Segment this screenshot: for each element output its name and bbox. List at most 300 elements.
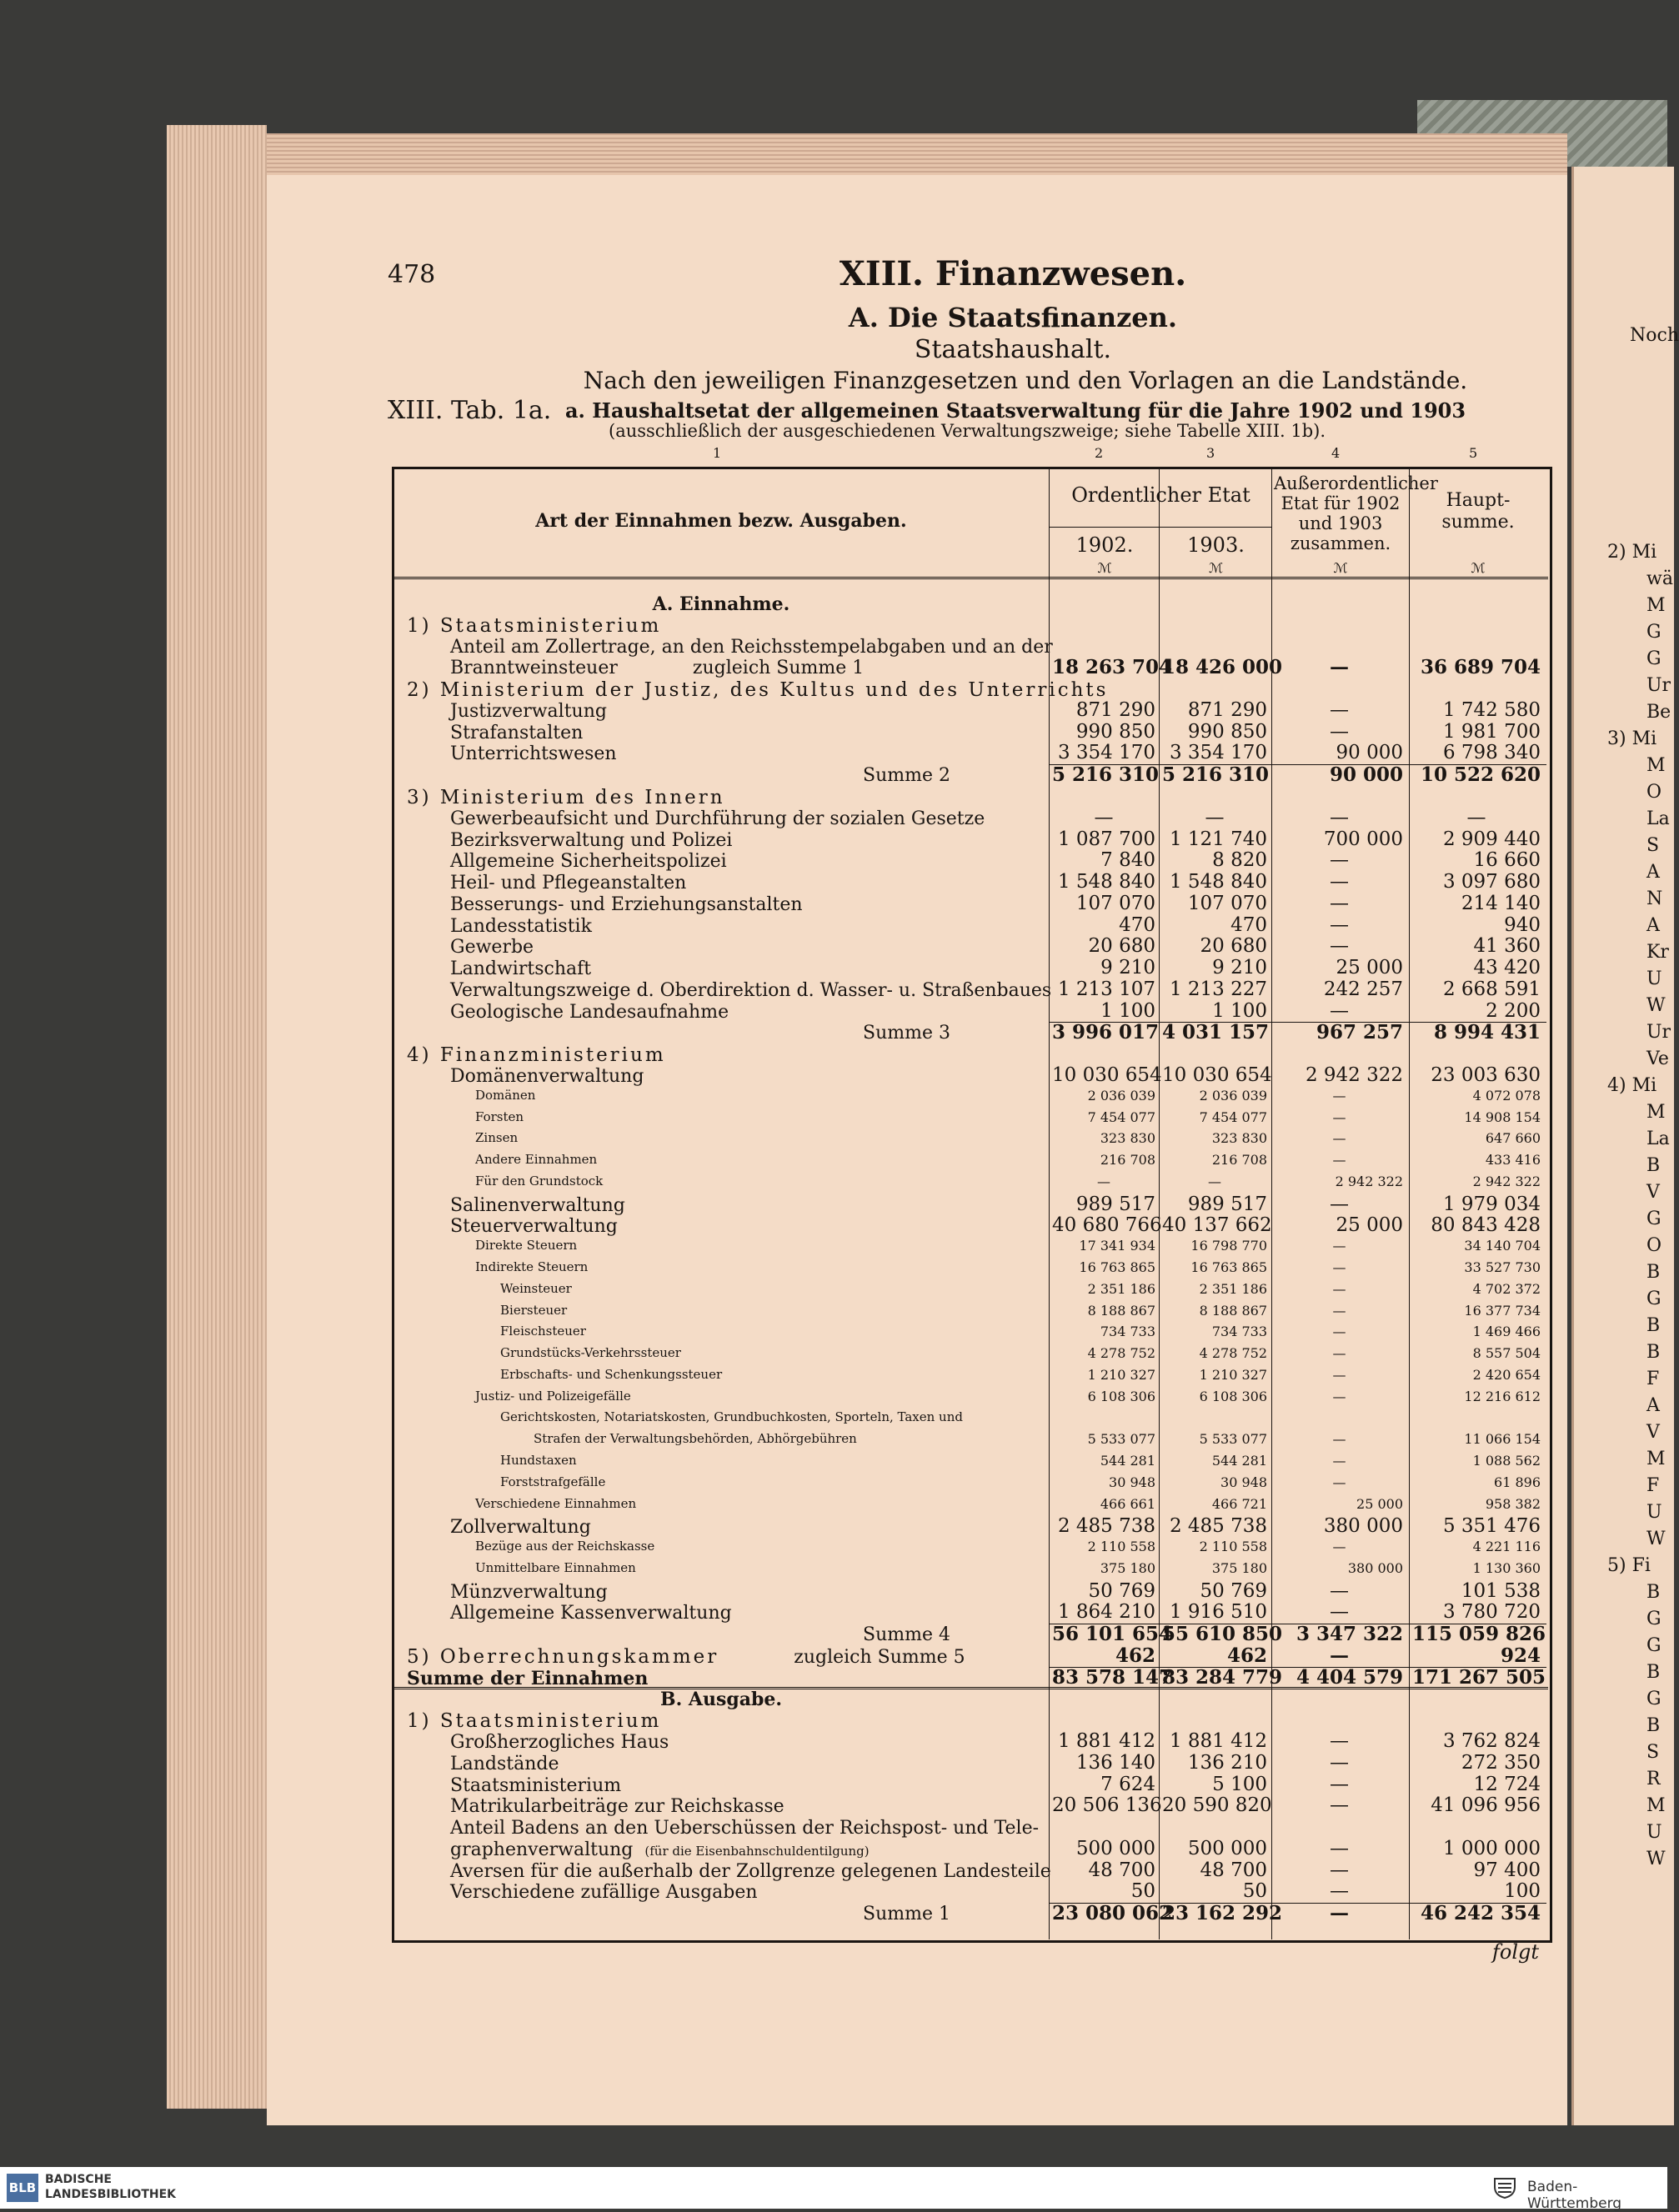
right-page-line: Be [1646,702,1671,723]
cell-vsum: 272 350 [1461,1751,1541,1774]
cell-v1903: 55 610 850 [1162,1623,1283,1646]
row-label: Summe der Einnahmen [407,1667,649,1689]
continued-note: folgt [1492,1940,1540,1964]
unit-1902: ℳ [1097,560,1112,576]
cell-v1903: 1 916 510 [1169,1601,1267,1624]
col-header-art: Art der Einnahmen bezw. Ausgaben. [535,510,907,532]
chapter-title: XIII. Finanzwesen. [839,254,1187,293]
right-page-line: Kr [1646,942,1669,963]
cell-vsum: 8 994 431 [1433,1021,1541,1044]
cell-vsum: 940 [1504,913,1541,936]
cell-v1902: 1 210 327 [1087,1366,1155,1383]
cell-vsum: 8 557 504 [1472,1345,1541,1362]
cell-v1902: 1 100 [1100,999,1155,1022]
cell-v1902: 16 763 865 [1079,1259,1155,1275]
cell-vsum: 11 066 154 [1464,1431,1541,1448]
library-name-line1: BADISCHE [45,2173,112,2186]
cell-vao: — [1332,1474,1346,1490]
row-label: 1) Staatsministerium [407,1710,662,1733]
row-label: Weinsteuer [500,1280,572,1296]
sum-rule [1049,1667,1546,1668]
cell-vao: — [1330,1644,1349,1667]
cell-vsum: 46 242 354 [1420,1902,1541,1925]
cell-vao: — [1330,1902,1349,1925]
cell-vao: — [1332,1431,1346,1448]
row-label: Justizverwaltung [450,700,607,722]
cell-v1902: 23 080 062 [1052,1902,1173,1925]
cell-vsum: 2 420 654 [1472,1366,1541,1383]
cell-v1902: 470 [1119,913,1155,936]
subsection-title: Staatshaushalt. [914,335,1112,364]
row-label: 4) Finanzministerium [407,1044,666,1067]
cell-v1903: 375 180 [1211,1559,1267,1576]
cell-v1902: — [1094,806,1114,828]
row-label: Bezirksverwaltung und Polizei [450,829,733,851]
cell-vsum: 4 702 372 [1472,1280,1541,1297]
cell-v1903: 2 485 738 [1169,1515,1267,1538]
cell-v1902: 1 548 840 [1057,871,1155,893]
right-page-line: M [1646,595,1666,616]
right-page-line: G [1646,1209,1661,1229]
header-bottom-line [393,577,1548,579]
right-page-line: G [1646,1635,1661,1656]
cell-v1903: 9 210 [1212,957,1267,979]
cell-v1903: 4 031 157 [1162,1021,1270,1044]
cell-v1903: 1 121 740 [1169,828,1267,850]
cell-v1903: 470 [1230,913,1267,936]
cell-vsum: 100 [1504,1880,1541,1903]
row-label: Domänenverwaltung [450,1066,644,1088]
cell-v1902: 56 101 654 [1052,1623,1173,1646]
row-label: 5) Oberrechnungskammer zugleich Summe 5 [407,1645,965,1668]
right-page-line: B [1646,1582,1661,1603]
cell-vsum: 61 896 [1494,1474,1541,1490]
cell-v1903: 989 517 [1187,1193,1267,1215]
cell-vao: 242 257 [1323,978,1403,1000]
unit-1903: ℳ [1208,560,1224,576]
cell-vao: — [1330,935,1349,958]
cell-v1902: 6 108 306 [1087,1388,1155,1404]
cell-vao: 3 347 322 [1296,1623,1403,1646]
row-label: Unterrichtswesen [450,743,617,765]
right-page-line: Ve [1646,1048,1669,1069]
cell-v1902: 48 700 [1088,1859,1155,1881]
cell-vsum: 41 360 [1473,935,1541,958]
cell-vao: — [1330,1730,1349,1753]
row-label: Forsten [475,1109,524,1124]
cell-v1902: 544 281 [1100,1452,1155,1469]
cell-v1902: 3 996 017 [1052,1021,1160,1044]
row-label: A. Einnahme. [652,593,790,615]
footer-bar [0,2167,1667,2209]
row-label: Indirekte Steuern [475,1259,589,1274]
cell-vao: 4 404 579 [1296,1665,1403,1689]
cell-vao: — [1330,720,1349,743]
cell-vao: — [1330,656,1349,679]
cell-v1903: 83 284 779 [1162,1665,1283,1689]
row-label: Großherzogliches Haus [450,1732,669,1754]
right-page-line: M [1646,755,1666,776]
row-label: Justiz- und Polizeigefälle [475,1388,631,1404]
right-page-line: V [1646,1422,1660,1443]
right-page-line: G [1646,1289,1661,1309]
cell-vao: — [1330,1859,1349,1881]
cell-vao: 2 942 322 [1305,1064,1403,1087]
cell-vsum: 33 527 730 [1464,1259,1541,1275]
cell-v1902: 216 708 [1100,1152,1155,1169]
cell-v1902: 871 290 [1075,698,1155,721]
right-page-line: V [1646,1182,1660,1203]
sum-rule [1049,1022,1546,1023]
cell-vao: — [1330,698,1349,721]
page-edges-side [167,125,267,2109]
cell-vsum: 2 668 591 [1442,978,1541,1000]
right-page-line: G [1646,1609,1661,1629]
cell-v1902: 20 506 136 [1052,1794,1162,1817]
cell-v1903: 871 290 [1187,698,1267,721]
cell-vao: — [1332,1324,1346,1340]
cell-vsum: 34 140 704 [1464,1238,1541,1254]
cell-vsum: 2 909 440 [1442,828,1541,850]
row-label: Verwaltungszweige d. Oberdirektion d. Wasser- u. Straßenbaues [450,979,1052,1001]
row-label: Direkte Steuern [475,1238,578,1254]
cell-v1903: 1 100 [1212,999,1267,1022]
cell-vsum: 5 351 476 [1442,1515,1541,1538]
cell-vsum: 3 780 720 [1442,1601,1541,1624]
cell-v1902: 462 [1115,1644,1155,1667]
right-page-line: A [1646,862,1660,883]
cell-vsum: 4 221 116 [1472,1539,1541,1555]
cell-vao: — [1332,1087,1346,1103]
row-label: Verschiedene Einnahmen [475,1495,637,1511]
right-page-line: A [1646,1395,1660,1416]
col-header-ausserordentlich: Außerordentlicher Etat für 1902 und 1903 zusammen. [1274,473,1438,553]
row-label: Forststrafgefälle [500,1474,606,1489]
row-label: Hundstaxen [500,1452,577,1468]
row-label: Summe 1 [863,1904,950,1925]
cell-v1903: 20 680 [1200,935,1267,958]
cell-v1902: 466 661 [1100,1495,1155,1512]
right-page-line: Ur [1646,675,1671,696]
cell-v1902: 8 188 867 [1087,1302,1155,1319]
right-page-line: M [1646,1449,1666,1469]
cell-v1903: 2 110 558 [1199,1539,1267,1555]
cell-vsum: 23 003 630 [1431,1064,1541,1087]
table-id: XIII. Tab. 1a. [388,396,552,425]
cell-v1902: 1 087 700 [1057,828,1155,850]
right-page-line: N [1646,888,1663,909]
row-label: Anteil Badens an den Ueberschüssen der Reichspost- und Tele- [450,1818,1040,1839]
cell-vsum: 97 400 [1473,1859,1541,1881]
row-label: Geologische Landesaufnahme [450,1001,729,1023]
cell-v1902: 5 533 077 [1087,1431,1155,1448]
row-label: Besserungs- und Erziehungsanstalten [450,893,803,915]
cell-v1902: 9 210 [1100,957,1155,979]
cell-vao: 967 257 [1316,1021,1403,1044]
cell-vsum: 36 689 704 [1420,656,1541,679]
cell-vsum: 958 382 [1485,1495,1541,1512]
column-number: 1 [713,445,722,461]
cell-vao: 90 000 [1329,763,1403,787]
cell-v1903: 16 763 865 [1190,1259,1267,1275]
right-page-line: U [1646,1502,1662,1523]
cell-vsum: 924 [1500,1644,1541,1667]
cell-v1903: 462 [1226,1644,1267,1667]
cell-v1902: 500 000 [1075,1837,1155,1859]
unit-sum: ℳ [1471,560,1486,576]
right-page-line: G [1646,622,1661,643]
cell-v1903: 1 210 327 [1199,1366,1267,1383]
cell-v1902: 40 680 766 [1052,1214,1162,1237]
cell-vao: — [1332,1452,1346,1469]
cell-vsum: 2 200 [1486,999,1541,1022]
cell-vsum: 101 538 [1461,1579,1541,1602]
page-number: 478 [388,260,436,289]
right-page-line: U [1646,1822,1662,1843]
cell-v1902: 989 517 [1075,1193,1155,1215]
right-page-line: wä [1646,568,1673,589]
cell-vao: 380 000 [1323,1515,1403,1538]
table-subtitle: (ausschließlich der ausgeschiedenen Verwaltungszweige; siehe Tabelle XIII. 1b). [609,421,1326,441]
col-divider-2 [1159,468,1160,1939]
row-label: Landwirtschaft [450,958,592,980]
right-page-line: B [1646,1315,1661,1336]
right-page-line: B [1646,1715,1661,1736]
col-header-hauptsumme: Haupt- summe. [1441,490,1515,533]
col-divider-3 [1271,468,1272,1939]
cell-vao: — [1330,892,1349,914]
row-label: Summe 4 [863,1624,950,1646]
cell-vao: 25 000 [1336,1214,1403,1237]
cell-vao: — [1330,1579,1349,1602]
col-header-ordentlich: Ordentlicher Etat [1071,483,1250,507]
row-label: Andere Einnahmen [475,1152,598,1168]
row-label: Landstände [450,1753,559,1774]
row-label: Branntweinsteuer zugleich Summe 1 [450,658,865,679]
state-name: Baden-Württemberg [1527,2179,1622,2212]
right-page-line: 4) Mi [1607,1075,1657,1096]
row-label: 1) Staatsministerium [407,614,662,637]
right-page-line: B [1646,1342,1661,1363]
cell-vao: — [1330,1751,1349,1774]
right-page-line: B [1646,1262,1661,1283]
cell-v1903: 2 351 186 [1199,1280,1267,1297]
cell-vsum: 214 140 [1461,892,1541,914]
row-label: Allgemeine Sicherheitspolizei [450,851,727,873]
cell-v1903: 8 188 867 [1199,1302,1267,1319]
cell-v1902: 20 680 [1088,935,1155,958]
cell-vao: — [1332,1152,1346,1169]
cell-v1902: 7 624 [1100,1773,1155,1795]
cell-vao: — [1330,806,1349,828]
cell-v1903: — [1208,1173,1221,1189]
cell-vsum: 80 843 428 [1431,1214,1541,1237]
cell-v1902: 2 110 558 [1087,1539,1155,1555]
cell-v1902: — [1097,1173,1110,1189]
cell-v1903: 544 281 [1211,1452,1267,1469]
cell-vao: — [1332,1302,1346,1319]
table-title: a. Haushaltsetat der allgemeinen Staatsverwaltung für die Jahre 1902 und 1903 [565,398,1466,423]
cell-v1903: 500 000 [1187,1837,1267,1859]
row-label: Grundstücks-Verkehrssteuer [500,1345,681,1361]
cell-v1902: 4 278 752 [1087,1345,1155,1362]
right-page-line: U [1646,968,1662,989]
column-number: 2 [1095,445,1104,461]
cell-v1903: 40 137 662 [1162,1214,1272,1237]
cell-vsum: 4 072 078 [1472,1087,1541,1103]
cell-vsum: 6 798 340 [1442,742,1541,764]
cell-v1902: 375 180 [1100,1559,1155,1576]
cell-vao: 25 000 [1336,957,1403,979]
cell-v1902: 1 213 107 [1057,978,1155,1000]
cell-vsum: 43 420 [1473,957,1541,979]
row-label-extra: (für die Eisenbahnschuldentilgung) [644,1843,870,1859]
column-number: 5 [1469,445,1478,461]
row-label: B. Ausgabe. [659,1689,783,1711]
cell-vao: — [1332,1280,1346,1297]
right-page-line: B [1646,1662,1661,1683]
cell-vsum: 647 660 [1485,1130,1541,1147]
right-page-line: G [1646,1689,1661,1709]
row-label: Strafanstalten [450,722,584,743]
row-label-extra: zugleich Summe 5 [794,1646,965,1668]
cell-v1903: 5 100 [1212,1773,1267,1795]
cell-vao: — [1332,1345,1346,1362]
row-label: Heil- und Pflegeanstalten [450,873,687,894]
cell-v1903: 3 354 170 [1169,742,1267,764]
cell-v1903: 107 070 [1187,892,1267,914]
cell-vsum: 1 981 700 [1442,720,1541,743]
row-label: Verschiedene zufällige Ausgaben [450,1882,758,1904]
library-name [45,2172,176,2202]
right-page-line: O [1646,1235,1662,1256]
row-label: Gewerbeaufsicht und Durchführung der sozialen Gesetze [450,808,985,829]
row-label: Gerichtskosten, Notariatskosten, Grundbuchkosten, Sporteln, Taxen und [500,1409,963,1425]
cell-v1902: 2 485 738 [1057,1515,1155,1538]
cell-v1903: 466 721 [1211,1495,1267,1512]
cell-vsum: 16 660 [1473,849,1541,872]
cell-v1902: 7 454 077 [1087,1109,1155,1125]
col-header-1903: 1903. [1187,533,1245,557]
cell-v1903: 50 [1242,1880,1267,1903]
cell-v1903: 1 881 412 [1169,1730,1267,1753]
right-page-line: La [1646,808,1670,829]
cell-vao: — [1332,1109,1346,1125]
cell-v1902: 3 354 170 [1057,742,1155,764]
column-number: 4 [1331,445,1341,461]
cell-vao: — [1330,1880,1349,1903]
right-page-line: W [1646,1849,1666,1869]
col-header-1902: 1902. [1075,533,1134,557]
col-divider-4 [1409,468,1410,1939]
cell-v1902: 17 341 934 [1079,1238,1155,1254]
cell-vao: — [1330,1794,1349,1817]
cell-v1902: 5 216 310 [1052,763,1160,787]
cell-v1903: 990 850 [1187,720,1267,743]
row-label: Erbschafts- und Schenkungssteuer [500,1366,723,1382]
cell-v1902: 18 263 704 [1052,656,1173,679]
cell-vsum: 1 088 562 [1472,1452,1541,1469]
cell-v1902: 1 864 210 [1057,1601,1155,1624]
right-page-line: 2) Mi [1607,542,1657,563]
cell-vsum: 12 724 [1473,1773,1541,1795]
cell-v1902: 734 733 [1100,1324,1155,1340]
right-page-line: O [1646,782,1662,803]
cell-vsum: 2 942 322 [1472,1173,1541,1189]
cell-v1903: 1 548 840 [1169,871,1267,893]
right-page-line: W [1646,1529,1666,1549]
cell-v1903: 10 030 654 [1162,1064,1272,1087]
row-label: Biersteuer [500,1302,568,1318]
cell-vao: 380 000 [1347,1559,1403,1576]
cell-v1903: 8 820 [1212,849,1267,872]
cell-v1903: 7 454 077 [1199,1109,1267,1125]
cell-vao: — [1332,1130,1346,1147]
state-crest-icon [1492,2175,1517,2199]
cell-vsum: 1 469 466 [1472,1324,1541,1340]
cell-v1902: 990 850 [1075,720,1155,743]
right-page-line: S [1646,835,1660,856]
row-label: Gewerbe [450,937,534,958]
cell-vao: — [1330,1601,1349,1624]
cell-v1902: 50 769 [1088,1579,1155,1602]
sum-rule [1049,1903,1546,1904]
row-label: Steuerverwaltung [450,1216,618,1238]
cell-vsum: 1 000 000 [1442,1837,1541,1859]
row-label: Münzverwaltung [450,1581,608,1603]
cell-vsum: 41 096 956 [1431,1794,1541,1817]
cell-vao: — [1330,1837,1349,1859]
cell-v1903: 20 590 820 [1162,1794,1272,1817]
library-logo: BLB [7,2174,38,2202]
row-label: 2) Ministerium der Justiz, des Kultus und des Unterrichts [407,679,1109,702]
cell-vsum: 433 416 [1485,1152,1541,1169]
header-split-line [1049,527,1271,528]
right-page-line: A [1646,915,1660,936]
cell-v1903: 16 798 770 [1190,1238,1267,1254]
cell-v1903: 50 769 [1200,1579,1267,1602]
cell-v1903: 5 216 310 [1162,763,1270,787]
cell-vsum: 3 097 680 [1442,871,1541,893]
cell-vao: — [1332,1238,1346,1254]
cell-v1903: 4 278 752 [1199,1345,1267,1362]
cell-vao: — [1330,871,1349,893]
cell-v1903: 5 533 077 [1199,1431,1267,1448]
row-label: Bezüge aus der Reichskasse [475,1539,655,1554]
right-page-line: M [1646,1795,1666,1816]
row-label: 3) Ministerium des Innern [407,786,725,808]
cell-v1903: 1 213 227 [1169,978,1267,1000]
cell-vao: — [1330,1193,1349,1215]
cell-vao: — [1330,999,1349,1022]
cell-v1902: 323 830 [1100,1130,1155,1147]
cell-v1903: 30 948 [1220,1474,1267,1490]
cell-v1902: 10 030 654 [1052,1064,1162,1087]
row-label: Staatsministerium [450,1774,622,1796]
row-label: Zollverwaltung [450,1517,591,1539]
cell-vsum: 3 762 824 [1442,1730,1541,1753]
library-name-line2: LANDESBIBLIOTHEK [45,2188,177,2201]
row-label-extra: zugleich Summe 1 [692,658,865,679]
row-label: Summe 3 [863,1023,950,1044]
cell-v1903: 323 830 [1211,1130,1267,1147]
cell-vao: — [1330,849,1349,872]
cell-v1902: 30 948 [1109,1474,1155,1490]
cell-vsum: 14 908 154 [1464,1109,1541,1125]
cell-v1902: 2 036 039 [1087,1087,1155,1103]
cell-vsum: 1 742 580 [1442,698,1541,721]
right-page-line: R [1646,1769,1661,1789]
